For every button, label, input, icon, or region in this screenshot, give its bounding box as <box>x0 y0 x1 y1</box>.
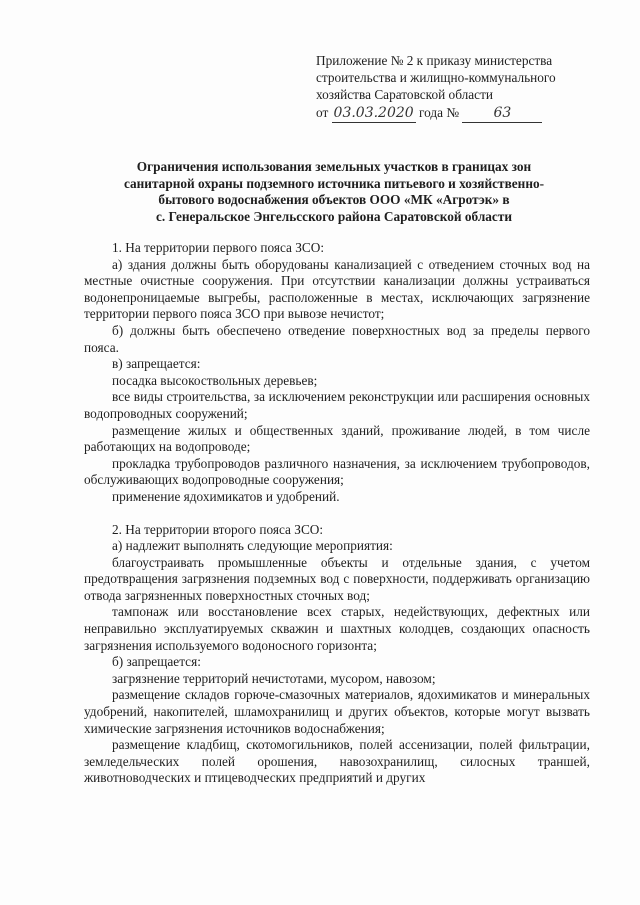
handwritten-date: 03.03.2020 <box>333 105 414 121</box>
section-1-c3: размещение жилых и общественных зданий, проживание людей, в том числе работающих на водопроводе; <box>84 422 590 455</box>
section-1-item-a: а) здания должны быть оборудованы канализацией с отведением сточных вод на местные очистные сооружения. При отсутствии канализации должны устраиваться водонепроницаемые выгребы, расположенные в местах, исключающих загрязнение территории первого пояса ЗСО при вывозе нечистот; <box>84 256 590 322</box>
annex-line-1: Приложение № 2 к приказу министерства <box>316 53 553 68</box>
section-2-a2: тампонаж или восстановление всех старых, недействующих, дефектных или неправильно эксплуатируемых скважин и шахтных колодцев, создающих опасность загрязнения используемого водоносного горизонта; <box>84 604 590 653</box>
year-label: года № <box>418 105 460 120</box>
section-1-c4: прокладка трубопроводов различного назначения, за исключением трубопроводов, обслуживающих водопроводные сооружения; <box>84 455 590 488</box>
annex-date-row <box>316 104 606 123</box>
annex-header <box>316 52 606 123</box>
title-line-1: Ограничения использования земельных участков в границах зон <box>136 159 532 174</box>
title-line-3: бытового водоснабжения объектов ООО «МК «Агротэк» в <box>158 192 510 207</box>
section-1-heading: 1. На территории первого пояса ЗСО: <box>112 240 325 255</box>
section-1-item-b: б) должны быть обеспечено отведение поверхностных вод за пределы первого пояса. <box>84 322 590 355</box>
section-2-heading: 2. На территории второго пояса ЗСО: <box>112 521 324 537</box>
document-title <box>78 159 590 225</box>
section-gap <box>84 506 590 522</box>
handwritten-number: 63 <box>462 105 542 123</box>
section-1-c1: посадка высокоствольных деревьев; <box>112 372 318 388</box>
title-line-2: санитарной охраны подземного источника питьевого и хозяйственно- <box>123 175 545 191</box>
section-2-item-a: а) надлежит выполнять следующие мероприятия: <box>112 538 393 554</box>
section-1-c5: применение ядохимикатов и удобрений. <box>112 488 340 504</box>
section-2-b3: размещение кладбищ, скотомогильников, полей ассенизации, полей фильтрации, земледельческих полей орошения, навозохранилищ, силосных траншей, животноводческих и птицеводческих предприятий и других <box>84 737 590 786</box>
annex-line-2: строительства и жилищно-коммунального <box>316 70 556 85</box>
from-label: от <box>316 105 329 120</box>
annex-line-3: хозяйства Саратовской области <box>316 87 494 102</box>
section-2-b1: загрязнение территорий нечистотами, мусором, навозом; <box>112 670 436 686</box>
section-2-a1: благоустраивать промышленные объекты и отдельные здания, с учетом предотвращения загрязнения подземных вод с поверхности, поддерживать организацию отвода загрязненных поверхностных сточных вод; <box>84 554 590 603</box>
section-1-item-c: в) запрещается: <box>112 356 201 372</box>
section-2-b2: размещение складов горюче-смазочных материалов, ядохимикатов и минеральных удобрений, накопителей, шламохранилищ и других объектов, которые могут вызвать химические загрязнения источников водоснабжения; <box>84 687 590 736</box>
section-2-item-b: б) запрещается: <box>112 654 201 670</box>
document-body <box>84 240 590 787</box>
section-1-c2: все виды строительства, за исключением реконструкции или расширения основных водопроводных сооружений; <box>84 389 590 421</box>
title-line-4: с. Генеральское Энгельсского района Саратовской области <box>155 208 513 224</box>
